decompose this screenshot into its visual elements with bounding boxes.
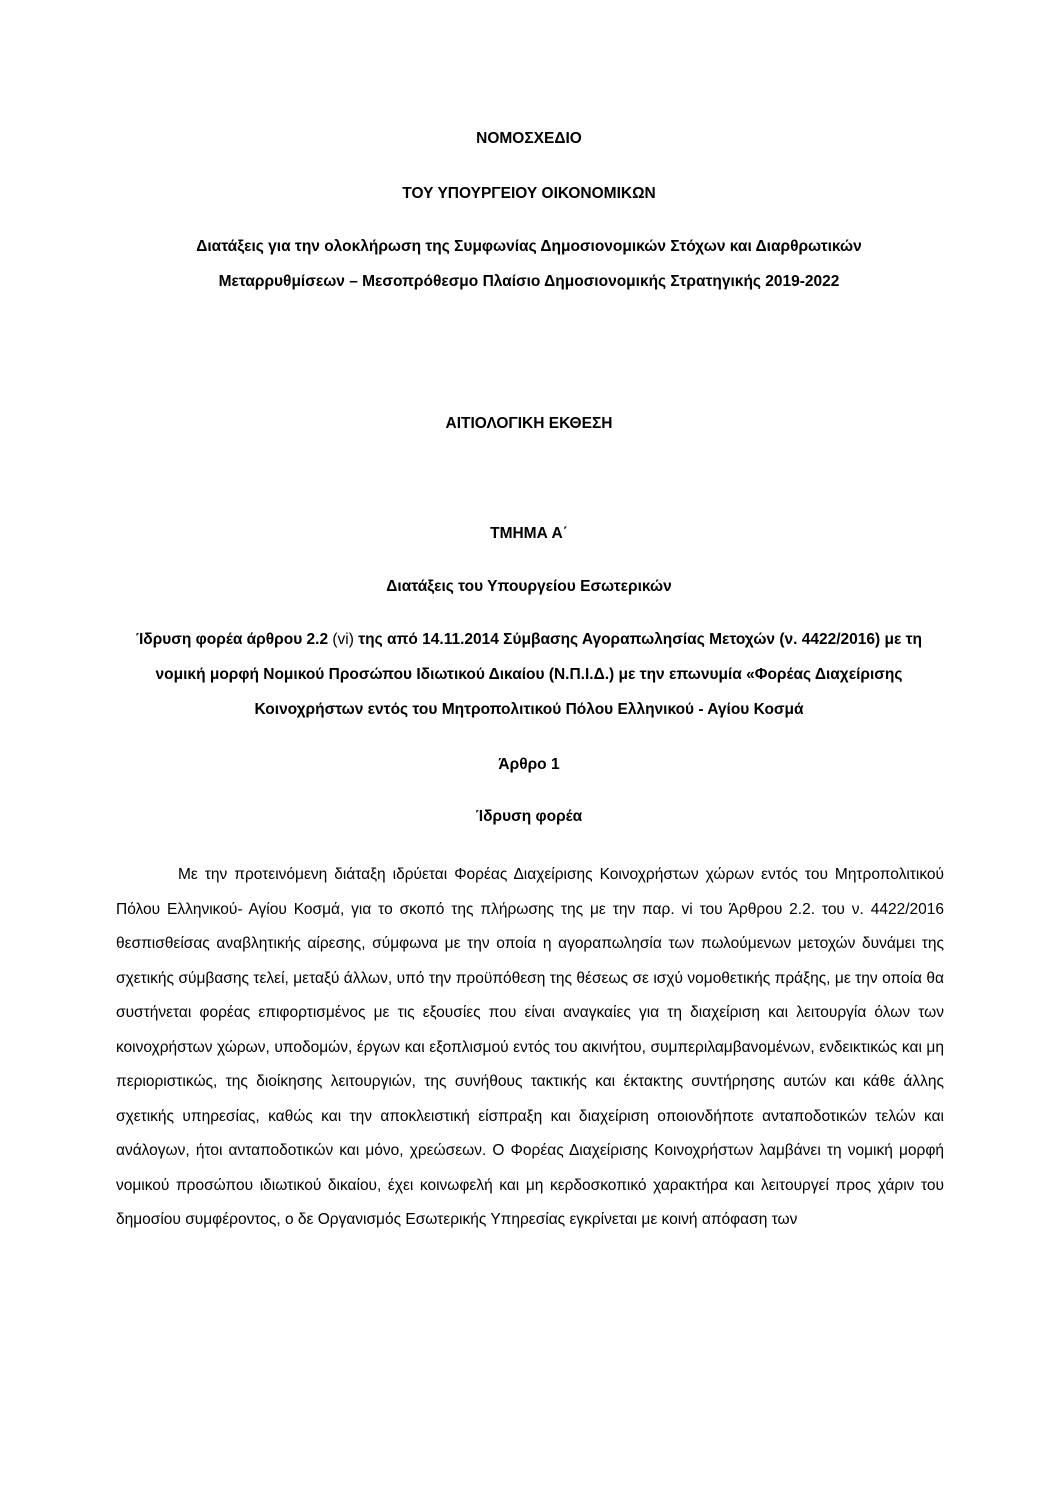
report-heading: ΑΙΤΙΟΛΟΓΙΚΗ ΕΚΘΕΣΗ [445, 415, 613, 432]
entity-heading-part-1: Ίδρυση φορέα άρθρου 2.2 [135, 631, 333, 648]
subtitle-line-1: Διατάξεις για την ολοκλήρωση της Συμφωνίας Δημοσιονομικών Στόχων και Διαρθρωτικών [196, 238, 862, 255]
article-title: Ίδρυση φορέα [475, 808, 583, 825]
ministry-heading: ΤΟΥ ΥΠΟΥΡΓΕΙΟΥ ΟΙΚΟΝΟΜΙΚΩΝ [402, 185, 656, 202]
entity-heading-line-1 [60, 629, 998, 651]
document-title: ΝΟΜΟΣΧΕΔΙΟ [476, 130, 582, 147]
entity-heading-line-3: Κοινοχρήστων εντός του Μητροπολιτικού Πόλου Ελληνικού - Αγίου Κοσμά [254, 701, 804, 718]
subtitle-line-2: Μεταρρυθμίσεων – Μεσοπρόθεσμο Πλαίσιο Δημοσιονομικής Στρατηγικής 2019-2022 [218, 273, 840, 290]
section-heading: ΤΜΗΜΑ Α΄ [490, 525, 568, 542]
entity-heading-line-2: νομική μορφή Νομικού Προσώπου Ιδιωτικού Δικαίου (Ν.Π.Ι.Δ.) με την επωνυμία «Φορέας Διαχείρισης [155, 666, 903, 683]
article-number: Άρθρο 1 [498, 756, 560, 773]
entity-heading-part-3: της από 14.11.2014 Σύμβασης Αγοραπωλησίας Μετοχών (ν. 4422/2016) με τη [353, 631, 923, 648]
article-body-paragraph: Με την προτεινόμενη διάταξη ιδρύεται Φορέας Διαχείρισης Κοινοχρήστων χώρων εντός του Μητροπολιτικού Πόλου Ελληνικού- Αγίου Κοσμά, για το σκοπό της πλήρωσης της με την παρ. vi του Άρθρου 2.2. του ν. 4422/2016 θεσπισθείσας αναβλητικής αίρεσης, σύμφωνα με την οποία η αγοραπωλησία των πωλούμενων μετοχών δυνάμει της σχετικής σύμβασης τελεί, μεταξύ άλλων, υπό την προϋπόθεση της θέσεως σε ισχύ νομοθετικής πράξης, με την οποία θα συστήνεται φορέας επιφορτισμένος με τις εξουσίες που είναι αναγκαίες για τη διαχείριση και λειτουργία όλων των κοινοχρήστων χώρων, υποδομών, έργων και εξοπλισμού εντός του ακινήτου, συμπεριλαμβανομένων, ενδεικτικώς και μη περιοριστικώς, της διοίκησης λειτουργιών, της συνήθους τακτικής και έκτακτης συντήρησης αυτών και κάθε άλλης σχετικής υπηρεσίας, καθώς και την αποκλειστική είσπραξη και διαχείριση οποιονδήποτε ανταποδοτικών τελών και ανάλογων, ήτοι ανταποδοτικών και μόνο, χρεώσεων. Ο Φορέας Διαχείρισης Κοινοχρήστων λαμβάνει τη νομική μορφή νομικού προσώπου ιδιωτικού δικαίου, έχει κοινωφελή και μη κερδοσκοπικό χαρακτήρα και λειτουργεί προς χάριν του δημοσίου συμφέροντος, ο δε Οργανισμός Εσωτερικής Υπηρεσίας εγκρίνεται με κοινή απόφαση των [116, 866, 944, 1228]
entity-heading-roman-numeral: (vi) [332, 631, 354, 648]
section-subheading: Διατάξεις του Υπουργείου Εσωτερικών [386, 578, 672, 595]
